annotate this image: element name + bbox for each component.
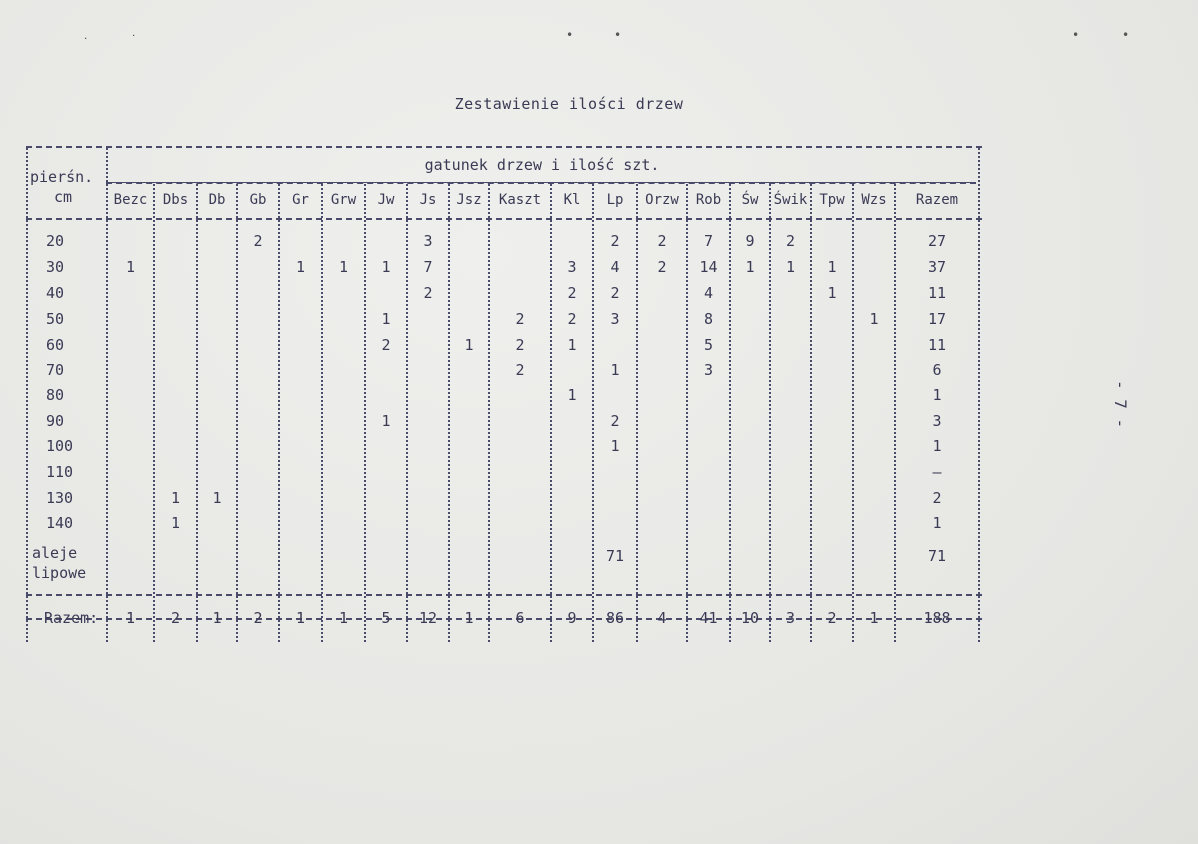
column-separator [153,184,155,642]
total-cell: 1 [869,609,879,627]
column-separator [26,148,28,642]
table-cell: 8 [703,310,714,328]
column-header: Wzs [861,192,887,208]
total-cell: 4 [657,609,667,627]
row-label: 130 [46,489,74,507]
table-cell: 1 [381,258,391,276]
row-label: 70 [46,361,65,379]
column-separator [448,184,450,642]
column-header: Bezc [113,192,148,208]
table-cell: 2 [567,310,577,328]
row-label: 50 [46,310,65,328]
column-separator [488,184,490,642]
table-cell: 3 [423,232,433,250]
table-cell: 2 [657,232,667,250]
column-header: Razem [915,192,959,208]
page-number: - 7 - [1111,380,1130,429]
total-cell: 2 [827,609,837,627]
table-cell: 2 [657,258,667,276]
row-label: 30 [46,258,65,276]
table-cell: 1 [610,437,620,455]
total-cell: 188 [923,609,951,627]
table-cell: 2 [932,489,942,507]
table-cell: 4 [703,284,714,302]
table-cell: 5 [703,336,714,354]
table-cell: 1 [567,336,577,354]
document-title: Zestawienie ilości drzew [454,95,684,113]
column-header: Dbs [162,192,189,208]
table-cell: 3 [567,258,577,276]
column-header: Orzw [645,192,679,208]
total-cell: 5 [381,609,391,627]
table-cell: 2 [381,336,391,354]
punch-mark: ˙ [82,36,90,50]
table-cell: 1 [170,514,181,532]
total-cell: 86 [605,609,625,627]
column-header: Gb [249,192,267,208]
table-cell: 9 [745,232,755,250]
table-cell: 6 [932,361,942,379]
table-cell: 2 [610,284,620,302]
table-cell: 1 [212,489,222,507]
column-separator [978,148,980,642]
table-cell: 2 [610,412,620,430]
table-cell: 3 [703,361,714,379]
column-separator [106,148,108,642]
total-cell: 41 [699,609,718,627]
table-cell: – [932,463,942,481]
table-rule [26,594,982,596]
column-separator [769,184,771,642]
total-cell: 6 [515,609,525,627]
table-cell: 27 [927,232,947,250]
total-row-label: Razem: [44,609,99,627]
table-cell: 3 [610,310,620,328]
table-cell: 1 [745,258,755,276]
table-cell: 2 [423,284,433,302]
column-header: Kaszt [498,192,542,208]
table-cell: 1 [338,258,349,276]
table-cell: 2 [515,336,525,354]
table-cell: 1 [932,514,942,532]
column-header: Świk [773,192,808,208]
column-header: Db [208,192,226,208]
column-separator [550,184,552,642]
row-label: 140 [46,514,74,532]
table-cell: 71 [605,547,625,565]
column-header: Jw [377,192,395,208]
table-cell: 2 [567,284,577,302]
column-separator [406,184,408,642]
total-cell: 1 [212,609,222,627]
table-cell: 1 [785,258,796,276]
table-cell: 71 [927,547,947,565]
column-header: Św [741,192,759,208]
total-cell: 12 [418,609,438,627]
row-label: 90 [46,412,65,430]
total-cell: 1 [125,609,136,627]
column-header: Js [419,192,437,208]
column-separator [636,184,638,642]
table-cell: 1 [827,258,837,276]
punch-mark: ˙ [130,33,138,47]
unit-label: cm [54,188,73,206]
total-cell: 2 [170,609,181,627]
row-label: aleje lipowe [32,544,87,582]
table-cell: 1 [610,361,620,379]
column-separator [852,184,854,642]
column-header: Rob [695,192,722,208]
table-rule [26,146,982,148]
table-cell: 11 [927,336,947,354]
table-cell: 1 [170,489,181,507]
column-header: Jsz [456,192,482,208]
column-header: Kl [563,192,581,208]
total-cell: 1 [295,609,306,627]
table-cell: 7 [423,258,433,276]
table-cell: 1 [295,258,306,276]
row-label-header: pierśn. [30,168,94,186]
punch-mark: • [566,28,574,42]
row-label: 80 [46,386,65,404]
table-cell: 1 [567,386,577,404]
column-separator [810,184,812,642]
column-header: Gr [292,192,309,208]
table-cell: 7 [703,232,714,250]
table-cell: 2 [253,232,263,250]
tree-count-table [26,146,982,646]
table-cell: 2 [515,361,525,379]
total-cell: 10 [740,609,760,627]
row-label: 40 [46,284,65,302]
table-cell: 2 [610,232,620,250]
table-cell: 1 [932,437,942,455]
column-header: Tpw [819,192,845,208]
header-underline [108,182,974,183]
column-separator [729,184,731,642]
table-cell: 1 [464,336,474,354]
table-cell: 37 [927,258,947,276]
punch-mark: • [614,28,622,42]
total-cell: 3 [785,609,796,627]
table-cell: 4 [610,258,620,276]
column-header: Lp [606,192,624,208]
punch-mark: • [1072,28,1080,42]
table-cell: 17 [927,310,947,328]
total-cell: 1 [464,609,474,627]
table-rule [26,218,982,220]
column-separator [278,184,280,642]
table-cell: 1 [932,386,942,404]
row-label: 20 [46,232,65,250]
table-cell: 1 [869,310,879,328]
table-cell: 3 [932,412,942,430]
column-separator [236,184,238,642]
column-separator [686,184,688,642]
table-cell: 1 [381,412,391,430]
total-cell: 9 [567,609,577,627]
table-cell: 2 [785,232,796,250]
total-cell: 1 [338,609,349,627]
table-cell: 1 [827,284,837,302]
punch-mark: • [1122,28,1130,42]
column-separator [321,184,323,642]
row-label: 60 [46,336,65,354]
row-label: 100 [46,437,74,455]
table-cell: 11 [927,284,947,302]
row-label: 110 [46,463,74,481]
table-cell: 2 [515,310,525,328]
column-separator [196,184,198,642]
table-cell: 1 [381,310,391,328]
column-header: Grw [330,192,357,208]
table-cell: 1 [125,258,136,276]
table-cell: 14 [699,258,718,276]
total-cell: 2 [253,609,263,627]
group-header: gatunek drzew i ilość szt. [424,156,660,174]
